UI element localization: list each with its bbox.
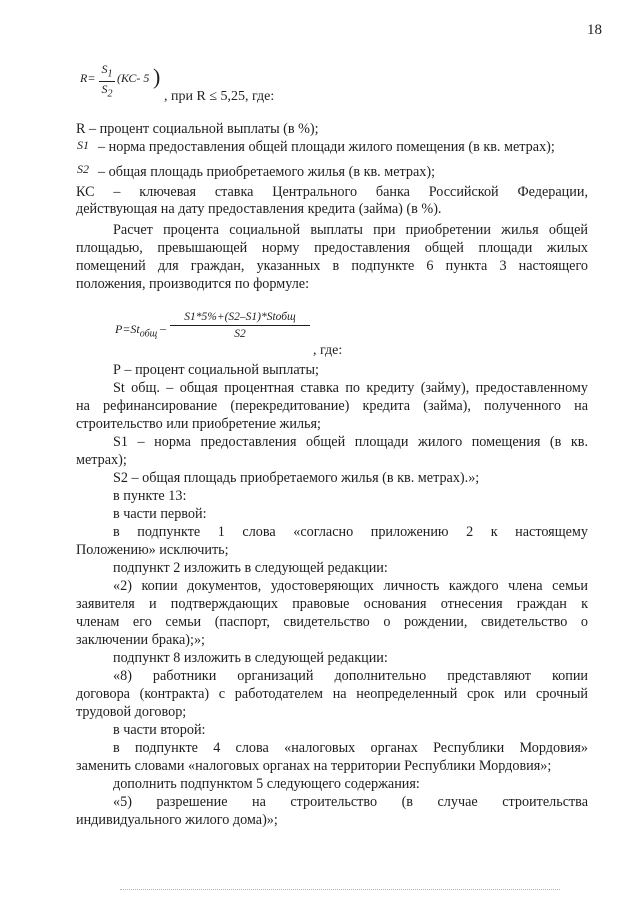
line-stobsh-3: строительство или приобретение жилья; bbox=[76, 416, 321, 432]
line-pp5-2: индивидуального жилого дома)»; bbox=[76, 812, 278, 828]
line-s1-1: S1 – норма предоставления общей площади жилого помещения (в кв. bbox=[113, 434, 588, 450]
formula-1-lhs: R= bbox=[80, 71, 96, 85]
para1-line2: площадью, превышающей норму предоставления общей площади жилых bbox=[76, 240, 588, 256]
line-pp8-3: трудовой договор; bbox=[76, 704, 187, 720]
formula-1-condition: , при R ≤ 5,25, где: bbox=[164, 89, 275, 104]
line-pp1-2: Положению» исключить; bbox=[76, 542, 229, 558]
def-kc-line2: действующая на дату предоставления кредита (займа) (в %). bbox=[76, 201, 442, 217]
def-s2-symbol: S2 bbox=[77, 162, 89, 176]
def-s1: – норма предоставления общей площади жилого помещения (в кв. метрах); bbox=[98, 139, 555, 155]
line-pp4-1: в подпункте 4 слова «налоговых органах Республики Мордовия» bbox=[113, 740, 588, 756]
def-r: R – процент социальной выплаты (в %); bbox=[76, 121, 319, 137]
def-kc-line1: КС – ключевая ставка Центрального банка Российской Федерации, bbox=[76, 184, 588, 200]
line-punkt13: в пункте 13: bbox=[113, 488, 187, 504]
line-part1: в части первой: bbox=[113, 506, 207, 522]
line-pp2-2: заявителя и подтверждающих правовые основания отнесения граждан к bbox=[76, 596, 588, 612]
line-pp8-head: подпункт 8 изложить в следующей редакции: bbox=[113, 650, 388, 666]
formula-1-paren: ) bbox=[153, 64, 161, 89]
line-pp8-2: договора (контракта) с работодателем на неопределенный срок или срочный bbox=[76, 686, 588, 702]
line-pp4-2: заменить словами «налоговых органах на территории Республики Мордовия»; bbox=[76, 758, 552, 774]
line-pp2-3: членам его семьи (паспорт, свидетельство о рождении, свидетельство о bbox=[76, 614, 588, 630]
line-s1-2: метрах); bbox=[76, 452, 127, 468]
formula-2-fraction: S1*5%+(S2–S1)*Stобщ S2 bbox=[170, 309, 310, 342]
formula-1-fraction: $S_1$ $S_2$ bbox=[99, 62, 115, 102]
line-pp5-1: «5) разрешение на строительство (в случае строительства bbox=[113, 794, 588, 810]
formula-2-minus: – bbox=[160, 321, 166, 335]
para1-line1: Расчет процента социальной выплаты при приобретении жилья общей bbox=[113, 222, 588, 238]
formula-1-tail: (КС- 5 bbox=[117, 71, 150, 85]
line-pp8-1: «8) работники организаций дополнительно представляют копии bbox=[113, 668, 588, 684]
page-number: 18 bbox=[587, 22, 602, 38]
line-stobsh-1: St общ. – общая процентная ставка по кредиту (займу), предоставленному bbox=[113, 380, 588, 396]
line-part2: в части второй: bbox=[113, 722, 206, 738]
def-s2: – общая площадь приобретаемого жилья (в кв. метрах); bbox=[98, 164, 436, 180]
line-p-def: Р – процент социальной выплаты; bbox=[113, 362, 319, 378]
line-s2: S2 – общая площадь приобретаемого жилья (в кв. метрах).»; bbox=[113, 470, 480, 486]
line-pp1-1: в подпункте 1 слова «согласно приложению 2 к настоящему bbox=[113, 524, 588, 540]
line-pp2-head: подпункт 2 изложить в следующей редакции: bbox=[113, 560, 388, 576]
def-s1-symbol: S1 bbox=[77, 138, 89, 152]
scan-artifact-dots bbox=[120, 889, 560, 891]
para1-line3: помещений для граждан, указанных в подпункте 6 пункта 3 настоящего bbox=[76, 258, 588, 274]
formula-2-lhs: $P=St_{общ}$ bbox=[115, 322, 158, 340]
line-pp2-4: заключении брака);»; bbox=[76, 632, 205, 648]
formula-2-condition: , где: bbox=[313, 343, 343, 358]
line-stobsh-2: на рефинансирование (перекредитование) кредита (займа), полученного на bbox=[76, 398, 588, 414]
para1-line4: положения, производится по формуле: bbox=[76, 276, 310, 292]
line-pp2-1: «2) копии документов, удостоверяющих личность каждого члена семьи bbox=[113, 578, 588, 594]
line-pp5-head: дополнить подпунктом 5 следующего содержания: bbox=[113, 776, 420, 792]
